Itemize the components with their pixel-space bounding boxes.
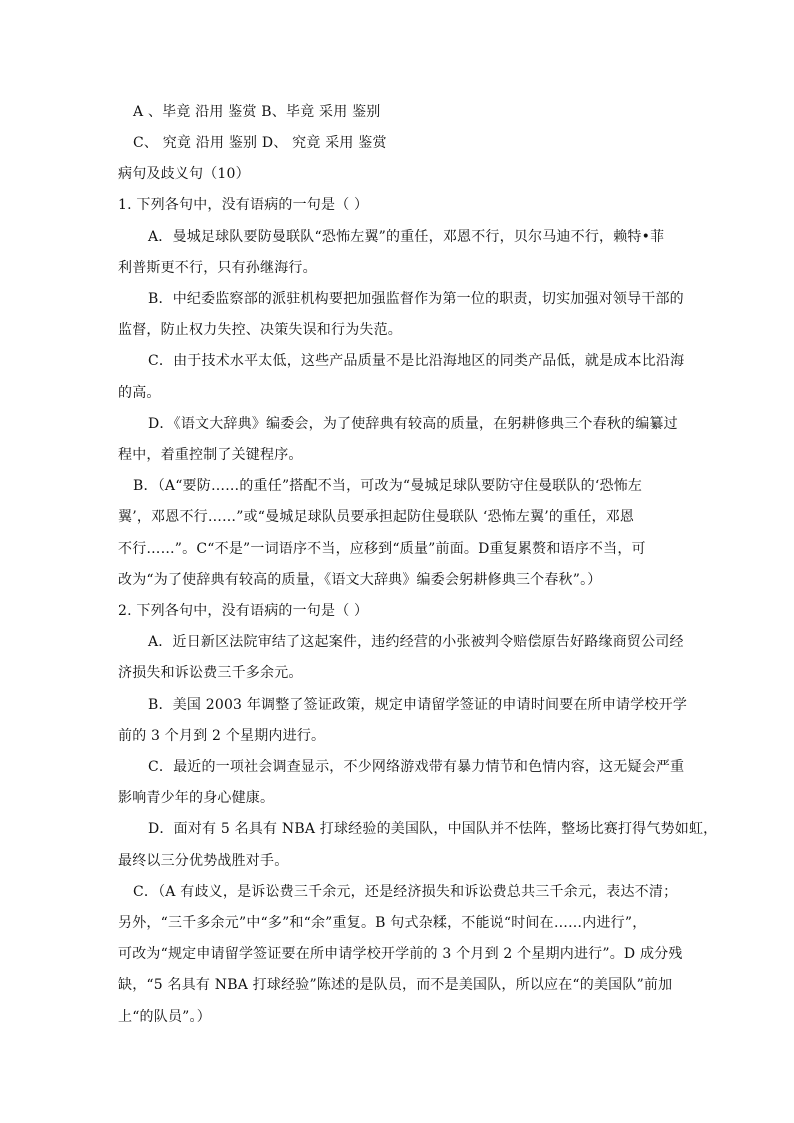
q1-option-b-cont: 监督，防止权力失控、决策失误和行为失范。 bbox=[118, 322, 402, 338]
q1-answer-cont-2: 不行……”。C“不是”一词语序不当，应移到“质量”前面。D重复累赘和语序不当，可 bbox=[118, 541, 646, 557]
q1-answer-cont-3: 改为“为了使辞典有较高的质量，《语文大辞典》编委会躬耕修典三个春秋”。） bbox=[118, 572, 602, 588]
section-heading: 病句及歧义句（10） bbox=[118, 166, 250, 182]
q2-option-c-cont: 影响青少年的身心健康。 bbox=[118, 790, 275, 806]
option-line-cd: C、 究竟 沿用 鉴别 D、 究竟 采用 鉴赏 bbox=[133, 135, 387, 151]
q2-option-b-cont: 前的 3 个月到 2 个星期内进行。 bbox=[118, 728, 326, 744]
q1-option-d-cont: 程中，着重控制了关键程序。 bbox=[118, 447, 303, 463]
q1-option-a-cont: 利普斯更不行，只有孙继海行。 bbox=[118, 260, 317, 276]
q1-option-c: C．由于技术水平太低，这些产品质量不是比沿海地区的同类产品低，就是成本比沿海 bbox=[148, 353, 685, 369]
q2-answer-cont-4: 上“的队员”。） bbox=[118, 1009, 211, 1025]
question-1-stem: 1. 下列各句中，没有语病的一句是（ ） bbox=[118, 197, 369, 213]
q2-option-a: A．近日新区法院审结了这起案件，违约经营的小张被判令赔偿原告好路缘商贸公司经 bbox=[148, 634, 684, 650]
q2-answer-cont-3: 缺，“5 名具有 NBA 打球经验”陈述的是队员，而不是美国队，所以应在“的美国队”前加 bbox=[118, 977, 673, 993]
q2-answer-cont-2: 可改为“规定申请留学签证要在所申请学校开学前的 3 个月到 2 个星期内进行”。D 成分残 bbox=[118, 946, 683, 962]
q1-option-a: A．曼城足球队要防曼联队“恐怖左翼”的重任，邓恩不行，贝尔马迪不行，赖特•菲 bbox=[148, 229, 665, 245]
q1-option-d: D．《语文大辞典》编委会，为了使辞典有较高的质量，在躬耕修典三个春秋的编纂过 bbox=[148, 416, 678, 432]
question-2-stem: 2. 下列各句中，没有语病的一句是（ ） bbox=[118, 603, 369, 619]
q2-option-a-cont: 济损失和诉讼费三千多余元。 bbox=[118, 665, 303, 681]
option-line-ab: A 、毕竟 沿用 鉴赏 B、毕竟 采用 鉴别 bbox=[133, 104, 381, 120]
q1-option-c-cont: 的高。 bbox=[118, 385, 161, 401]
q2-option-c: C．最近的一项社会调查显示，不少网络游戏带有暴力情节和色情内容，这无疑会严重 bbox=[148, 759, 685, 775]
q1-answer-cont-1: 翼’，邓恩不行……”或“曼城足球队员要承担起防住曼联队 ‘恐怖左翼’的重任，邓恩 bbox=[118, 509, 635, 525]
q2-option-b: B．美国 2003 年调整了签证政策，规定申请留学签证的申请时间要在所申请学校开学 bbox=[148, 697, 688, 713]
q1-option-b: B．中纪委监察部的派驻机构要把加强监督作为第一位的职责，切实加强对领导干部的 bbox=[148, 291, 684, 307]
q1-answer: B．（A“要防……的重任”搭配不当，可改为“曼城足球队要防守住曼联队的‘恐怖左 bbox=[133, 478, 643, 494]
q2-answer-cont-1: 另外，“三千多余元”中“多”和“余”重复。B 句式杂糅，不能说“时间在……内进行”， bbox=[118, 915, 647, 931]
q2-answer: C．（A 有歧义，是诉讼费三千余元，还是经济损失和诉讼费总共三千余元，表达不清； bbox=[133, 884, 678, 900]
q2-option-d-cont: 最终以三分优势战胜对手。 bbox=[118, 853, 289, 869]
q2-option-d: D．面对有 5 名具有 NBA 打球经验的美国队，中国队并不怯阵，整场比赛打得气势如虹， bbox=[148, 821, 718, 837]
